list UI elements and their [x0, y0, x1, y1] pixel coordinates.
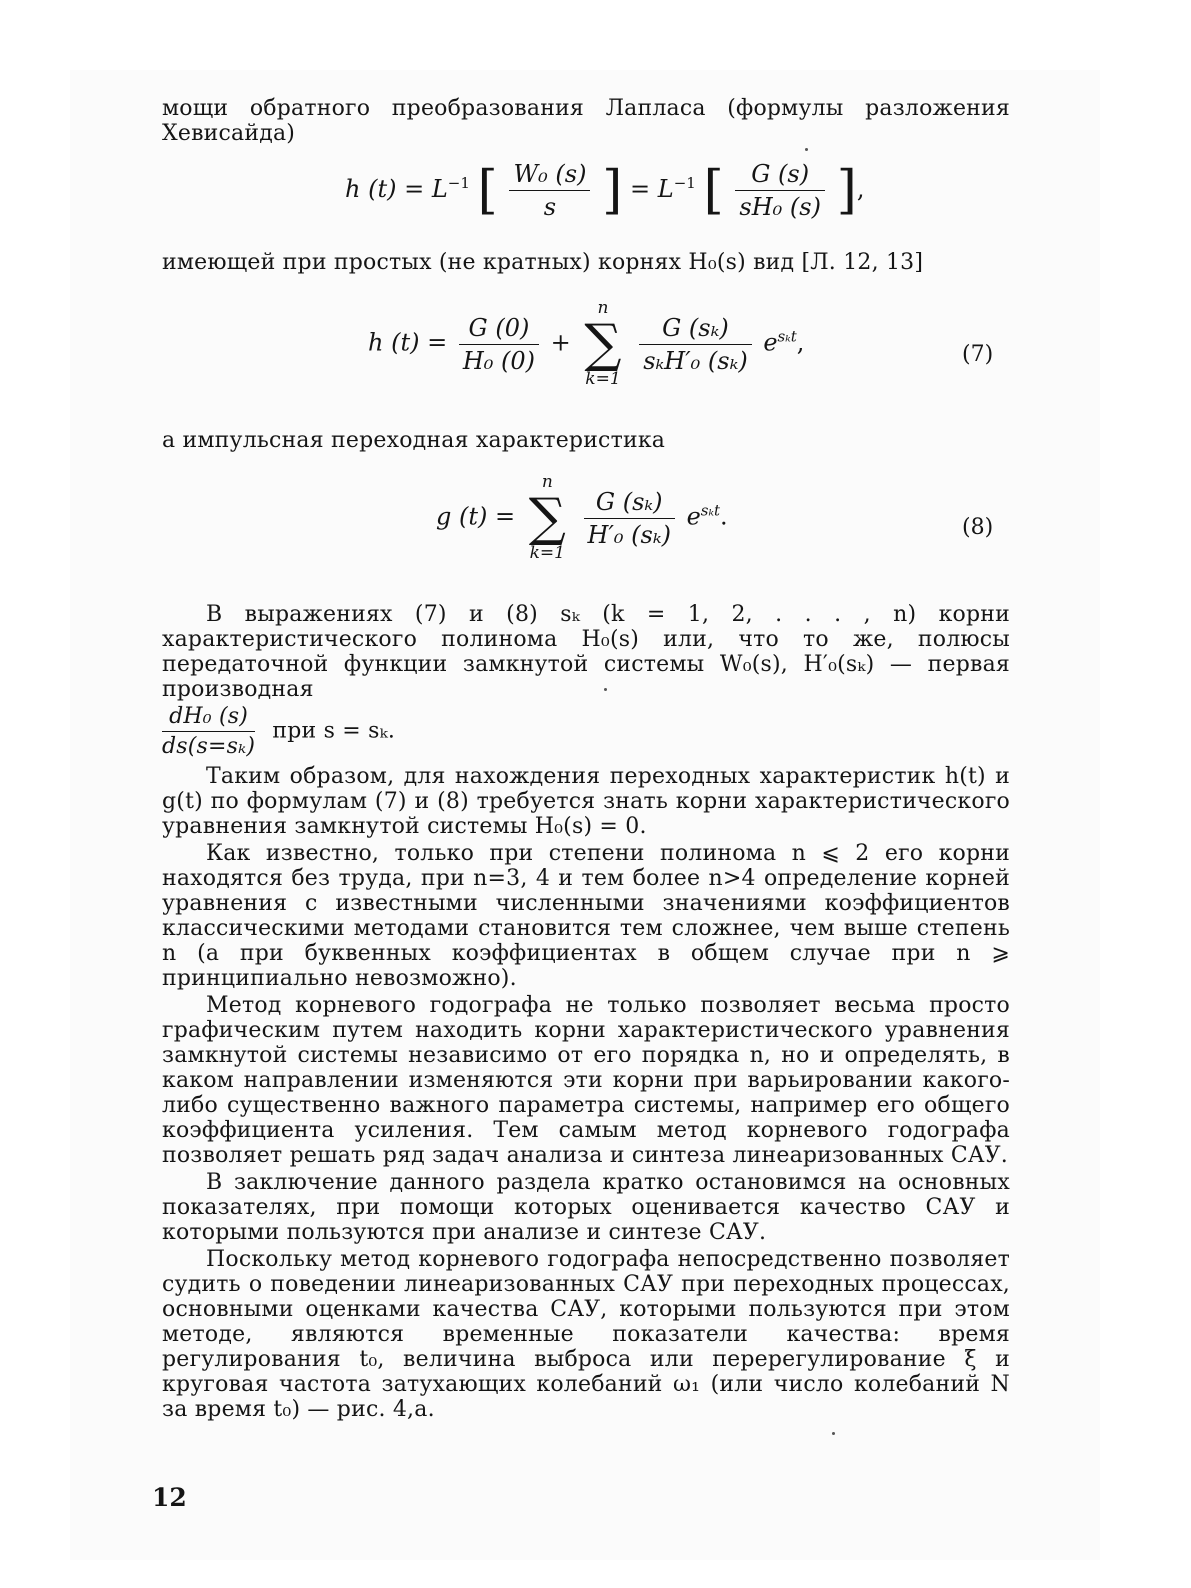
paragraph-2: Таким образом, для нахождения переходных характеристик h(t) и g(t) по формулам (7) и (8) требуется знать корни характеристического уравнения замкнутой системы H₀(s) = 0.	[162, 764, 1010, 839]
before-formula-8-text	[162, 428, 1010, 453]
formula-8-exp: e	[686, 502, 701, 531]
equation-number-7: (7)	[962, 342, 994, 367]
formula-a-f2-num: G (s)	[735, 160, 825, 191]
paragraph-6: Поскольку метод корневого годографа непосредственно позволяет судить о поведении линеаризованных САУ при переходных процессах, основными оценками качества САУ, которыми пользуются при этом методе, являются временные показатели качества: время регулирования t₀, величина выброса или перерегулирование ξ и круговая частота затухающих колебаний ω₁ (или число колебаний N за время t₀) — рис. 4,а.	[162, 1247, 1010, 1422]
formula-a-inv-1: −1	[447, 174, 470, 192]
paragraph-definitions	[162, 602, 1010, 759]
formula-8-fraction	[584, 488, 675, 549]
derivative-num: dH₀ (s)	[162, 704, 255, 732]
sum-symbol	[529, 474, 566, 562]
formula-7	[368, 300, 804, 388]
formula-7-f2-num: G (sₖ)	[639, 314, 752, 345]
formula-7-plus: +	[550, 328, 571, 357]
scan-speck	[805, 148, 808, 151]
formula-a-inv-2: −1	[673, 174, 696, 192]
formula-a-tail: ,	[856, 175, 865, 203]
intro-line-2: Хевисайда)	[162, 121, 296, 146]
left-bracket: [	[477, 160, 498, 221]
formula-8-den: H′₀ (sₖ)	[587, 520, 671, 549]
page-number: 12	[152, 1483, 187, 1512]
formula-a-f1-den: s	[543, 193, 557, 221]
derivative-fraction	[162, 704, 255, 759]
sum-upper-limit: n	[541, 472, 553, 492]
formula-7-tail: ,	[796, 328, 805, 357]
formula-7-f1-num: G (0)	[459, 314, 539, 345]
formula-a-mid: = L	[630, 175, 674, 203]
formula-7-fraction-2	[639, 314, 752, 375]
sum-symbol	[584, 300, 621, 388]
body-text	[162, 764, 1010, 1422]
after-formula-a-line: имеющей при простых (не кратных) корнях H₀(s) вид [Л. 12, 13]	[162, 250, 924, 275]
formula-7-fraction-1	[459, 314, 539, 375]
sum-upper-limit: n	[597, 298, 609, 318]
formula-7-exp-power: sₖt	[777, 327, 797, 346]
formula-8-exp-power: sₖt	[700, 501, 720, 520]
scan-speck	[832, 1432, 835, 1435]
formula-8-lhs: g (t) =	[436, 502, 516, 531]
derivative-tail: при s = sₖ.	[272, 718, 396, 744]
formula-8-tail: .	[720, 502, 728, 531]
formula-a-f1-num: W₀ (s)	[509, 160, 590, 191]
sigma-icon: ∑	[584, 314, 622, 374]
paragraph-3: Как известно, только при степени полинома n ⩽ 2 его корни находятся без труда, при n=3, 4 и тем более n>4 определение корней уравнения с известными численными значениями коэффициентов классическими методами становится тем сложнее, чем выше степень n (а при буквенных коэффициентах в общем случае при n ⩾ принципиально невозможно).	[162, 841, 1010, 991]
scan-speck	[604, 688, 607, 691]
paragraph-1-text: В выражениях (7) и (8) sₖ (k = 1, 2, . . . , n) корни характеристического полинома H₀(s) или, что то же, полюсы передаточной функции замкнутой системы W₀(s), H′₀(sₖ) — первая производная	[162, 602, 1010, 702]
after-formula-a-text	[162, 250, 1010, 275]
right-bracket: ]	[602, 160, 623, 221]
formula-laplace-inverse	[345, 160, 865, 221]
formula-7-lhs: h (t) =	[368, 328, 448, 357]
sigma-icon: ∑	[528, 488, 566, 548]
formula-8-num: G (sₖ)	[584, 488, 675, 519]
formula-a-fraction-1	[509, 160, 590, 221]
paragraph-5: В заключение данного раздела кратко остановимся на основных показателях, при помощи которых оценивается качество САУ и которыми пользуются при анализе и синтезе САУ.	[162, 1170, 1010, 1245]
formula-a-fraction-2	[735, 160, 825, 221]
left-bracket: [	[703, 160, 724, 221]
formula-a-f2-den: sH₀ (s)	[739, 193, 821, 221]
derivative-den: ds(s=sₖ)	[162, 734, 256, 759]
before-formula-8-line: а импульсная переходная характеристика	[162, 428, 666, 453]
formula-7-f1-den: H₀ (0)	[462, 346, 536, 375]
formula-8	[436, 474, 728, 562]
formula-7-exp: e	[763, 328, 778, 357]
formula-a-lhs: h (t) = L	[345, 175, 448, 203]
paragraph-1-derivative-line	[162, 704, 1010, 759]
formula-7-f2-den: sₖH′₀ (sₖ)	[643, 346, 748, 375]
right-bracket: ]	[836, 160, 857, 221]
intro-line-1: мощи обратного преобразования Лапласа (формулы разложения	[162, 96, 1010, 121]
sum-lower-limit: k=1	[529, 543, 565, 563]
intro-text	[162, 96, 1010, 146]
sum-lower-limit: k=1	[585, 369, 621, 389]
equation-number-8: (8)	[962, 515, 994, 540]
paragraph-4: Метод корневого годографа не только позволяет весьма просто графическим путем находить корни характеристического уравнения замкнутой системы независимо от его порядка n, но и определять, в каком направлении изменяются эти корни при варьировании какого-либо существенно важного параметра системы, например его общего коэффициента усиления. Тем самым метод корневого годографа позволяет решать ряд задач анализа и синтеза линеаризованных САУ.	[162, 993, 1010, 1168]
